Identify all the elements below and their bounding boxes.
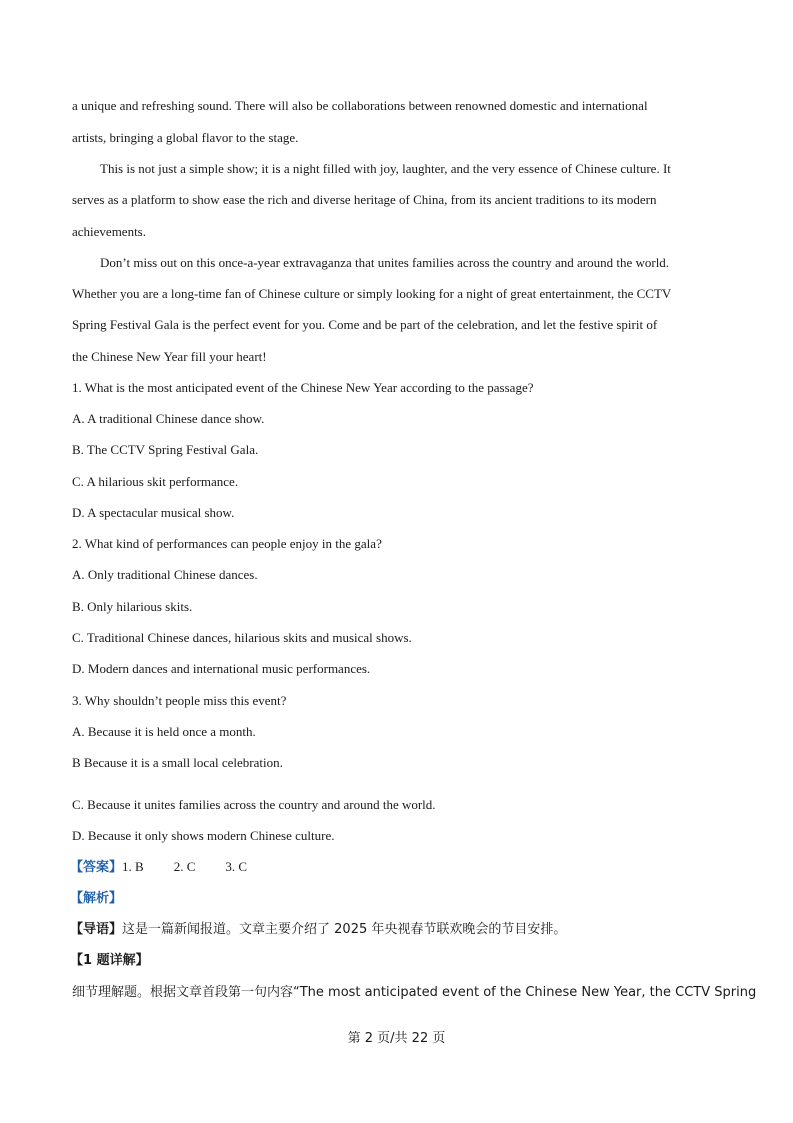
question-1-stem: 1. What is the most anticipated event of the Chinese New Year according to the passage? <box>72 380 534 395</box>
analysis-tag: 【解析】 <box>70 891 123 906</box>
question-3-option-b: B Because it is a small local celebration. <box>72 755 283 770</box>
question-2-stem: 2. What kind of performances can people enjoy in the gala? <box>72 536 382 551</box>
question-2-option-a: A. Only traditional Chinese dances. <box>72 567 258 582</box>
answer-item-2: 2. C <box>173 859 196 874</box>
passage-line-7: Whether you are a long-time fan of Chinese culture or simply looking for a night of great entertainment, the CCTV <box>72 286 672 301</box>
question-2-option-d: D. Modern dances and international music performances. <box>72 661 371 676</box>
answer-item-1: 1. B <box>122 859 144 874</box>
question-3-option-d: D. Because it only shows modern Chinese culture. <box>72 828 335 843</box>
guide-tag: 【导语】 <box>70 922 123 937</box>
answer-row <box>70 859 247 876</box>
question-3-stem: 3. Why shouldn’t people miss this event? <box>72 693 287 708</box>
passage-line-2: artists, bringing a global flavor to the stage. <box>72 130 299 145</box>
question-3-option-a: A. Because it is held once a month. <box>72 724 256 739</box>
question-1-option-a: A. A traditional Chinese dance show. <box>72 411 265 426</box>
passage-line-8: Spring Festival Gala is the perfect event for you. Come and be part of the celebration, and let the festive spirit of <box>72 317 658 332</box>
passage-line-9: the Chinese New Year fill your heart! <box>72 349 267 364</box>
guide-row <box>70 922 566 938</box>
detail-1-text-content: 细节理解题。根据文章首段第一句内容“The most anticipated event of the Chinese New Year, the CCTV Spring <box>72 985 757 1000</box>
answer-item-3: 3. C <box>225 859 248 874</box>
page-footer: 第 2 页/共 22 页 <box>347 1031 446 1046</box>
answer-tag: 【答案】 <box>70 860 123 875</box>
passage-line-1: a unique and refreshing sound. There will also be collaborations between renowned domestic and international <box>72 98 648 113</box>
question-1-option-c: C. A hilarious skit performance. <box>72 474 239 489</box>
detail-1-text <box>72 984 756 1001</box>
detail-1-tag: 【1 题详解】 <box>70 953 149 968</box>
question-1-option-d: D. A spectacular musical show. <box>72 505 235 520</box>
detail-1-tag-row <box>70 953 149 969</box>
passage-line-3: This is not just a simple show; it is a night filled with joy, laughter, and the very essence of Chinese culture. It <box>100 161 671 176</box>
analysis-row <box>70 890 122 907</box>
guide-text: 这是一篇新闻报道。文章主要介绍了 2025 年央视春节联欢晚会的节目安排。 <box>122 922 567 937</box>
question-2-option-b: B. Only hilarious skits. <box>72 599 193 614</box>
passage-line-5: achievements. <box>72 224 146 239</box>
passage-line-4: serves as a platform to show ease the rich and diverse heritage of China, from its ancient traditions to its modern <box>72 192 657 207</box>
question-3-option-c: C. Because it unites families across the country and around the world. <box>72 797 436 812</box>
question-2-option-c: C. Traditional Chinese dances, hilarious skits and musical shows. <box>72 630 412 645</box>
passage-line-6: Don’t miss out on this once-a-year extravaganza that unites families across the country and around the world. <box>100 255 670 270</box>
question-1-option-b: B. The CCTV Spring Festival Gala. <box>72 442 259 457</box>
